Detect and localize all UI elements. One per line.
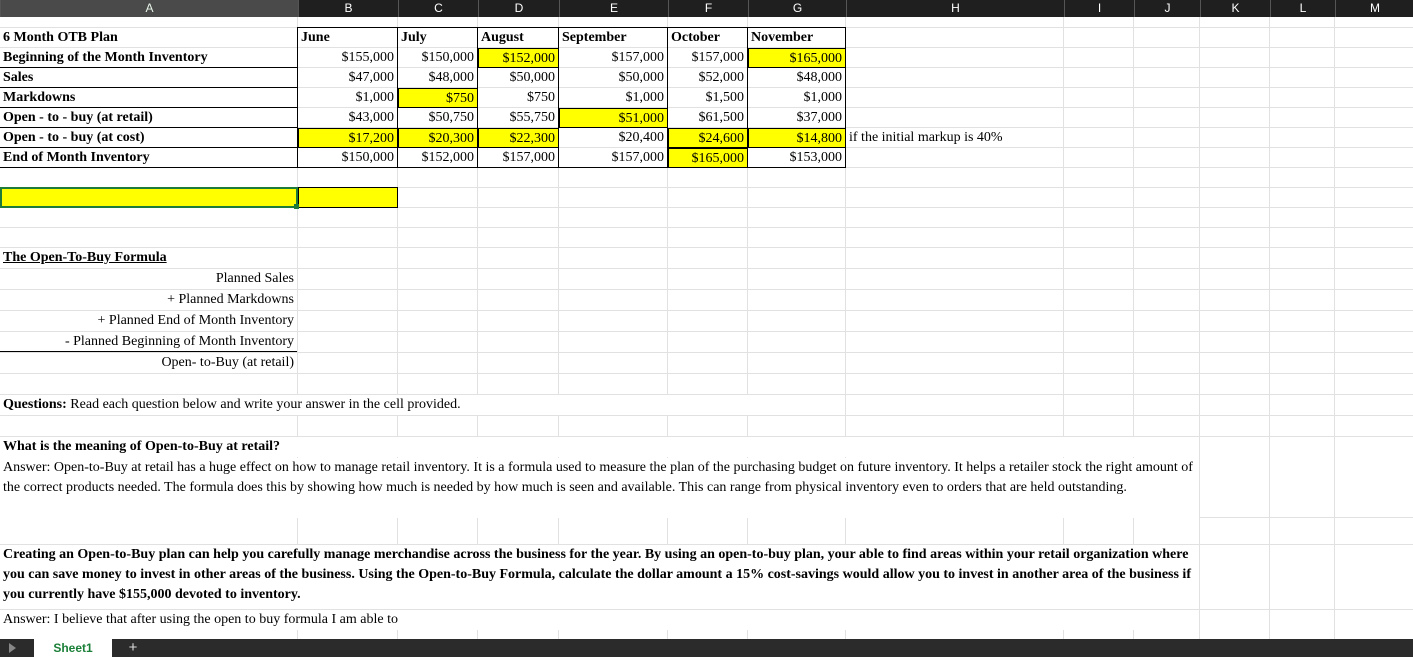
- row-label-markdowns[interactable]: Markdowns: [3, 90, 76, 105]
- cell-otb-retail-november[interactable]: $37,000: [796, 110, 842, 125]
- column-header-d[interactable]: D: [478, 0, 559, 17]
- cell-markdowns-october[interactable]: $1,500: [705, 90, 744, 105]
- cell-otb-retail-july[interactable]: $50,750: [428, 110, 474, 125]
- cell-sales-september[interactable]: $50,000: [618, 70, 664, 85]
- cell-sales-october[interactable]: $52,000: [698, 70, 744, 85]
- row-label-otb-retail[interactable]: Open - to - buy (at retail): [3, 110, 153, 125]
- sheet-tab-bar: [0, 639, 1413, 657]
- column-header-g[interactable]: G: [748, 0, 846, 17]
- answer-1[interactable]: Answer: Open-to-Buy at retail has a huge effect on how to manage retail inventory. It is a formula used to measure the plan of the purchasing budget on future inventory. It helps a retailer stock the right amount of the correct products needed. The formula does this by showing how much is needed by how much is seen and available. This can range from physical inventory even to orders that are held outstanding.: [0, 458, 1199, 518]
- row-label-otb-cost[interactable]: Open - to - buy (at cost): [3, 130, 145, 145]
- formula-line-eom[interactable]: + Planned End of Month Inventory: [97, 313, 294, 328]
- formula-line-sales[interactable]: Planned Sales: [215, 271, 294, 286]
- question-1[interactable]: What is the meaning of Open-to-Buy at retail?: [0, 437, 1199, 457]
- fill-handle[interactable]: [294, 204, 299, 209]
- cell-eom-september[interactable]: $157,000: [611, 150, 664, 165]
- questions-intro[interactable]: [0, 395, 800, 415]
- column-header-j[interactable]: J: [1134, 0, 1200, 17]
- cell-markdowns-november[interactable]: $1,000: [803, 90, 842, 105]
- row-label-eom-inventory[interactable]: End of Month Inventory: [3, 150, 150, 165]
- cell-bom-june[interactable]: $155,000: [341, 50, 394, 65]
- cell-bom-september[interactable]: $157,000: [611, 50, 664, 65]
- cell-bom-november[interactable]: $165,000: [748, 48, 846, 68]
- cell-otb-retail-september[interactable]: $51,000: [559, 108, 668, 128]
- column-header-b[interactable]: B: [298, 0, 398, 17]
- month-october[interactable]: October: [671, 30, 720, 45]
- cell-otb-cost-august[interactable]: $22,300: [478, 128, 559, 148]
- column-header-e[interactable]: E: [559, 0, 668, 17]
- cell-otb-cost-november[interactable]: $14,800: [748, 128, 846, 148]
- cell-markdowns-august[interactable]: $750: [527, 90, 555, 105]
- column-header-f[interactable]: F: [668, 0, 748, 17]
- cell-eom-october[interactable]: $165,000: [668, 148, 748, 168]
- markup-note[interactable]: if the initial markup is 40%: [849, 130, 1003, 145]
- cell-eom-july[interactable]: $152,000: [421, 150, 474, 165]
- month-june[interactable]: June: [301, 30, 330, 45]
- column-header-i[interactable]: I: [1064, 0, 1134, 17]
- month-july[interactable]: July: [401, 30, 427, 45]
- month-august[interactable]: August: [481, 30, 524, 45]
- cell-sales-july[interactable]: $48,000: [428, 70, 474, 85]
- month-november[interactable]: November: [751, 30, 814, 45]
- cell-sales-november[interactable]: $48,000: [796, 70, 842, 85]
- row-label-sales[interactable]: Sales: [3, 70, 34, 85]
- column-header-l[interactable]: L: [1270, 0, 1335, 17]
- cell-bom-august[interactable]: $152,000: [478, 48, 559, 68]
- selected-cell-a10[interactable]: [0, 187, 298, 208]
- question-2[interactable]: Creating an Open-to-Buy plan can help you carefully manage merchandise across the business for the year. By using an open-to-buy plan, your able to find areas within your retail organization where you can save money to invest in other areas of the business. Using the Open-to-Buy Formula, calculate the dollar amount a 15% cost-savings would allow you to invest in another area of the business if you currently have $155,000 devoted to inventory.: [0, 545, 1199, 609]
- cell-otb-cost-july[interactable]: $20,300: [398, 128, 478, 148]
- plan-title[interactable]: 6 Month OTB Plan: [3, 30, 118, 45]
- cell-otb-cost-october[interactable]: $24,600: [668, 128, 748, 148]
- add-sheet-button[interactable]: +: [128, 639, 138, 656]
- sheet-tab-sheet1[interactable]: Sheet1: [34, 639, 112, 657]
- cell-eom-june[interactable]: $150,000: [341, 150, 394, 165]
- cell-eom-august[interactable]: $157,000: [502, 150, 555, 165]
- cell-sales-august[interactable]: $50,000: [509, 70, 555, 85]
- questions-label: Questions:: [3, 397, 67, 412]
- column-header-a[interactable]: A: [0, 0, 298, 17]
- cell-markdowns-june[interactable]: $1,000: [355, 90, 394, 105]
- formula-line-bom[interactable]: - Planned Beginning of Month Inventory: [0, 332, 297, 352]
- column-header-k[interactable]: K: [1200, 0, 1270, 17]
- cell-eom-november[interactable]: $153,000: [789, 150, 842, 165]
- column-header-h[interactable]: H: [846, 0, 1064, 17]
- column-header-c[interactable]: C: [398, 0, 478, 17]
- cell-markdowns-july[interactable]: $750: [398, 88, 478, 108]
- cell-otb-retail-august[interactable]: $55,750: [509, 110, 555, 125]
- cell-markdowns-september[interactable]: $1,000: [625, 90, 664, 105]
- cell-otb-retail-october[interactable]: $61,500: [698, 110, 744, 125]
- month-september[interactable]: September: [562, 30, 627, 45]
- formula-line-result[interactable]: Open- to-Buy (at retail): [161, 355, 294, 370]
- cell-sales-june[interactable]: $47,000: [348, 70, 394, 85]
- formula-line-markdowns[interactable]: + Planned Markdowns: [167, 292, 294, 307]
- cell-b10[interactable]: [298, 187, 398, 208]
- row-label-bom-inventory[interactable]: Beginning of the Month Inventory: [3, 50, 208, 65]
- column-header-bar: [0, 0, 1413, 17]
- cell-otb-cost-september[interactable]: $20,400: [618, 130, 664, 145]
- column-header-m[interactable]: M: [1335, 0, 1413, 17]
- cell-bom-october[interactable]: $157,000: [691, 50, 744, 65]
- cell-bom-july[interactable]: $150,000: [421, 50, 474, 65]
- play-icon[interactable]: [9, 643, 16, 653]
- answer-2[interactable]: Answer: I believe that after using the open to buy formula I am able to: [0, 610, 1199, 630]
- spreadsheet-grid[interactable]: [0, 17, 1413, 639]
- formula-title[interactable]: The Open-To-Buy Formula: [3, 250, 167, 265]
- cell-otb-retail-june[interactable]: $43,000: [348, 110, 394, 125]
- questions-instruction: Read each question below and write your answer in the cell provided.: [66, 397, 461, 412]
- cell-otb-cost-june[interactable]: $17,200: [298, 128, 398, 148]
